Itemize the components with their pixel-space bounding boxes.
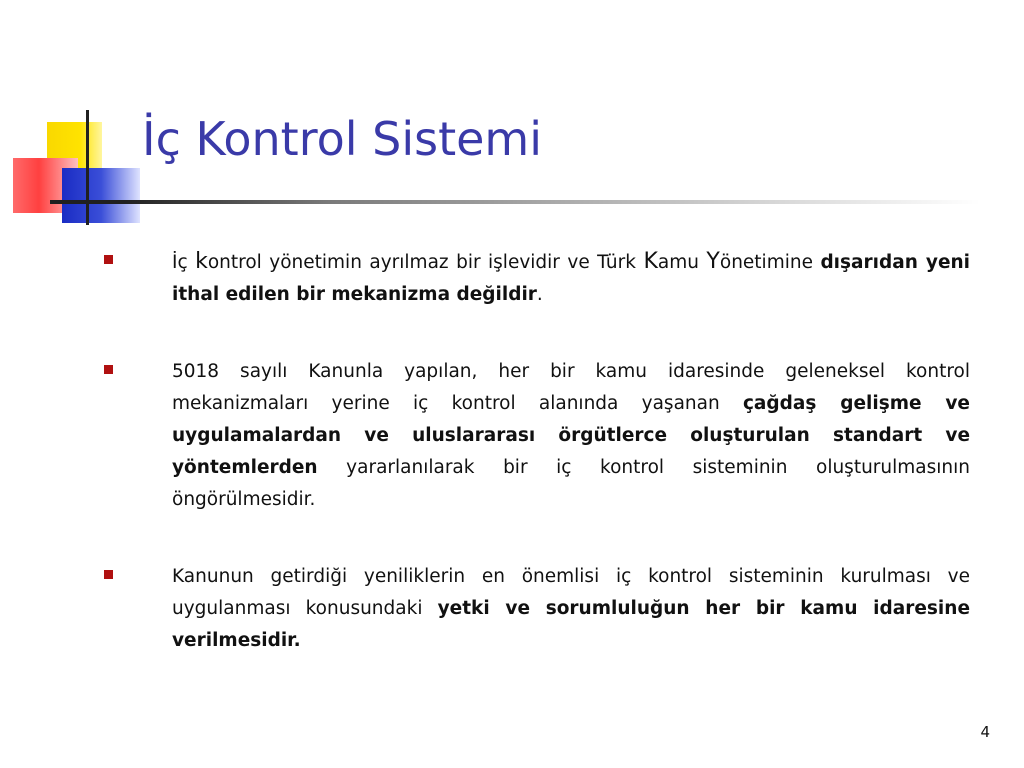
title-underline	[50, 200, 980, 204]
slide-title: İç Kontrol Sistemi	[142, 112, 543, 166]
bullet-1-text-a: İç	[172, 252, 196, 273]
bullet-1-bold: dışarıdan yeni ithal edilen bir mekanizma değildir	[172, 252, 971, 305]
bullet-item-2	[100, 356, 970, 516]
bullet-item-3	[100, 561, 970, 657]
square-bullet-icon	[104, 570, 113, 579]
bullet-1-text-d: amu	[657, 252, 707, 273]
bullet-3-bold: yetki ve sorumluluğun her bir kamu idaresine verilmesidir.	[172, 598, 970, 651]
bullet-1-text-c: K	[643, 249, 658, 274]
bullet-3-text-a: Kanunun getirdiği yeniliklerin en önemlisi iç kontrol sisteminin kurulması ve uygulanması konusundaki	[172, 566, 970, 619]
bullet-1-text-a2: k	[195, 249, 208, 274]
bullet-item-1	[100, 246, 970, 311]
square-bullet-icon	[104, 255, 113, 264]
bullet-2-text-a: 5018 sayılı Kanunla yapılan, her bir kamu idaresinde geleneksel kontrol mekanizmaları yerine iç kontrol alanında yaşanan	[172, 361, 970, 414]
blue-square-decoration	[62, 168, 140, 223]
bullet-1-text-e: Y	[706, 249, 720, 274]
bullet-1-end: .	[536, 284, 543, 305]
vertical-line-decoration	[86, 110, 89, 225]
decorative-logo	[0, 100, 150, 230]
page-number: 4	[980, 723, 990, 741]
square-bullet-icon	[104, 365, 113, 374]
bullet-2-end: yararlanılarak bir iç kontrol sisteminin oluşturulmasının öngörülmesidir.	[172, 457, 970, 510]
bullet-2-bold: çağdaş gelişme ve uygulamalardan ve uluslararası örgütlerce oluşturulan standart ve yöntemlerden	[172, 393, 970, 478]
bullet-list	[100, 246, 970, 702]
bullet-1-text-b: ontrol yönetimin ayrılmaz bir işlevidir ve Türk	[207, 252, 644, 273]
bullet-1-text-f: önetimine	[719, 252, 821, 273]
